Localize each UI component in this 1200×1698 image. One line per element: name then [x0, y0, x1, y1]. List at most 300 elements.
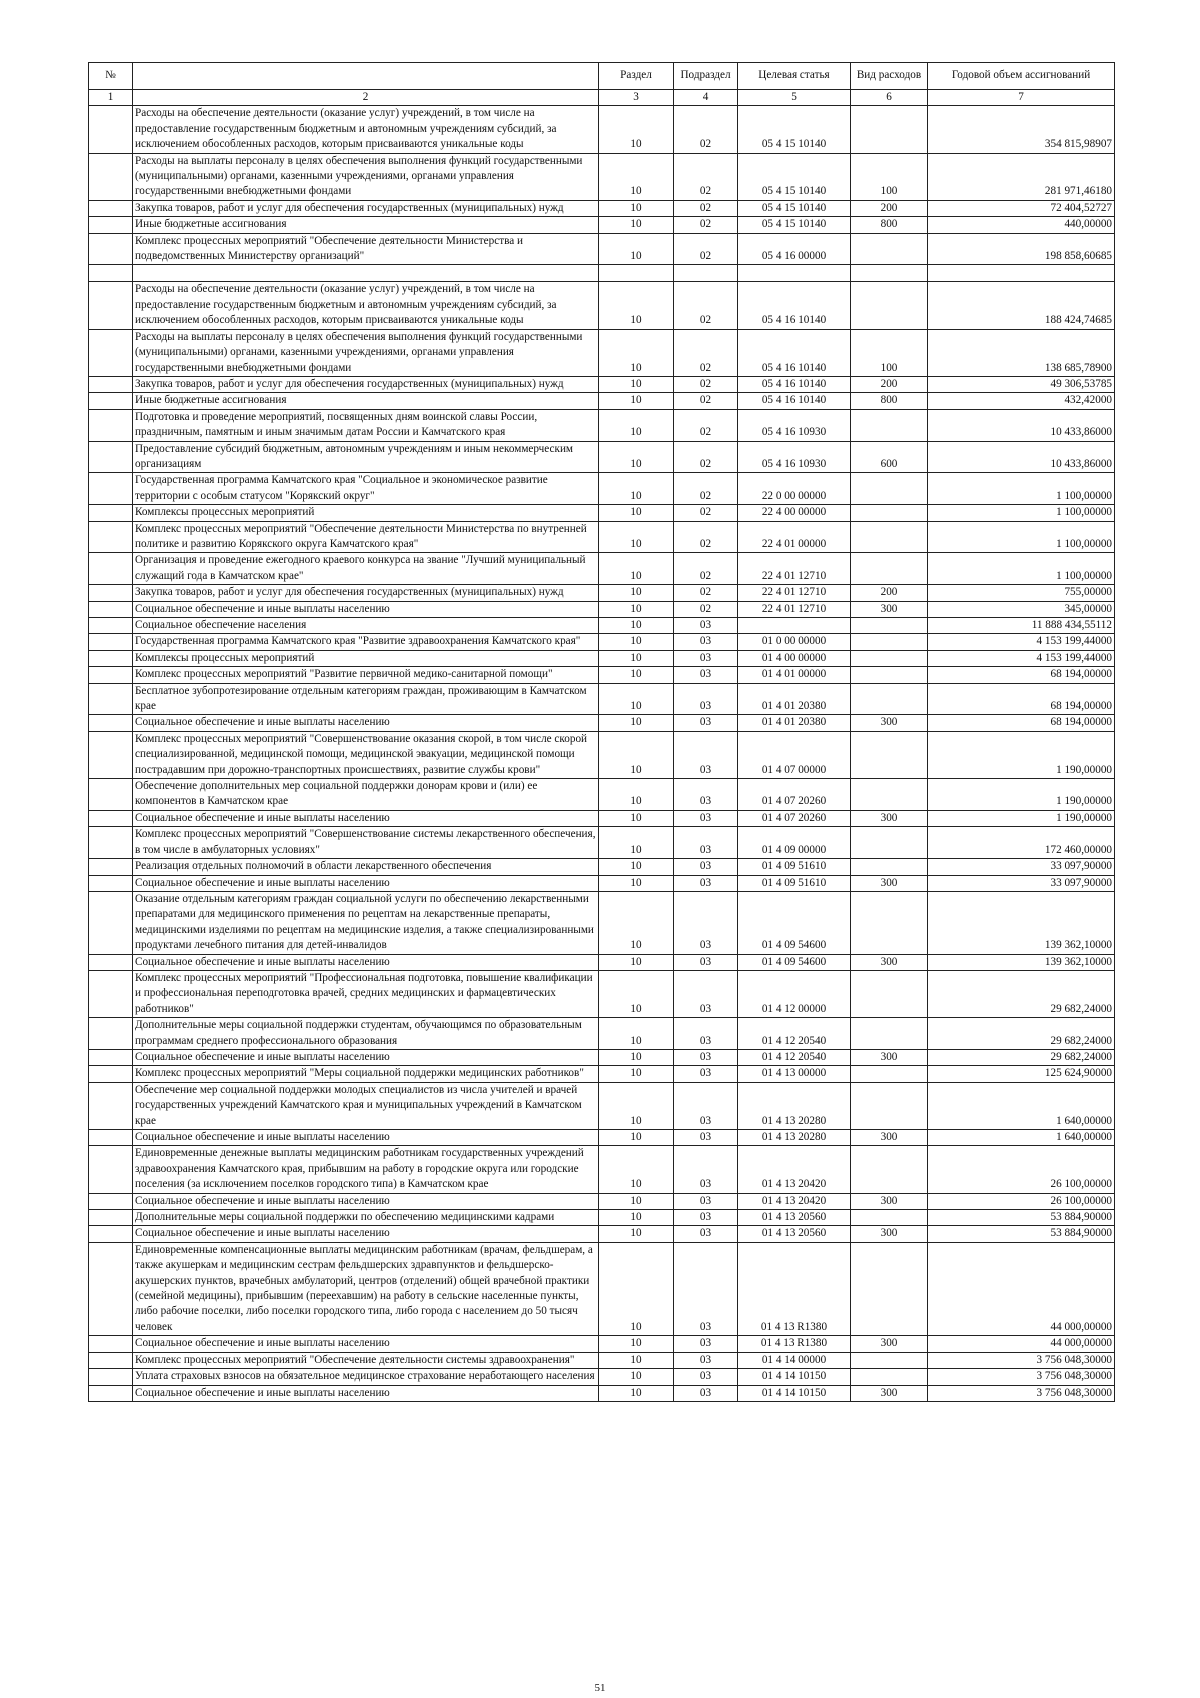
row-number-cell	[89, 1369, 133, 1385]
row-annual-sum-cell: 172 460,00000	[928, 827, 1115, 859]
row-number-cell	[89, 1193, 133, 1209]
row-target-article-cell: 22 4 00 00000	[738, 505, 851, 521]
row-subsection-cell: 03	[674, 810, 738, 826]
row-name-cell: Организация и проведение ежегодного краевого конкурса на звание "Лучший муниципальный служащий года в Камчатском крае"	[133, 553, 599, 585]
row-name-cell: Государственная программа Камчатского края "Развитие здравоохранения Камчатского края"	[133, 634, 599, 650]
row-section-cell: 10	[599, 650, 674, 666]
table-row	[89, 200, 1115, 216]
row-annual-sum-cell: 188 424,74685	[928, 282, 1115, 329]
table-row	[89, 954, 1115, 970]
row-target-article-cell: 01 4 14 10150	[738, 1385, 851, 1401]
row-expense-kind-cell: 300	[851, 1193, 928, 1209]
row-name-cell: Социальное обеспечение и иные выплаты населению	[133, 601, 599, 617]
table-row	[89, 1082, 1115, 1129]
row-number-cell	[89, 153, 133, 200]
row-target-article-cell: 01 4 07 20260	[738, 810, 851, 826]
table-row	[89, 505, 1115, 521]
row-number-cell	[89, 106, 133, 153]
table-row	[89, 409, 1115, 441]
row-number-cell	[89, 282, 133, 329]
row-number-cell	[89, 891, 133, 954]
header-annual-sum: Годовой объем ассигнований	[928, 63, 1115, 90]
table-row	[89, 441, 1115, 473]
row-subsection-cell: 02	[674, 393, 738, 409]
row-target-article-cell: 22 4 01 12710	[738, 601, 851, 617]
row-section-cell: 10	[599, 441, 674, 473]
row-section-cell: 10	[599, 859, 674, 875]
row-name-cell: Закупка товаров, работ и услуг для обеспечения государственных (муниципальных) нужд	[133, 376, 599, 392]
row-expense-kind-cell: 800	[851, 393, 928, 409]
row-subsection-cell: 03	[674, 859, 738, 875]
row-section-cell: 10	[599, 601, 674, 617]
row-name-cell: Государственная программа Камчатского края "Социальное и экономическое развитие территории с особым статусом "Корякский округ"	[133, 473, 599, 505]
row-name-cell: Комплексы процессных мероприятий	[133, 650, 599, 666]
row-section-cell: 10	[599, 409, 674, 441]
row-section-cell: 10	[599, 1385, 674, 1401]
column-index: 3	[599, 90, 674, 106]
row-subsection-cell: 03	[674, 1242, 738, 1335]
row-expense-kind-cell: 300	[851, 601, 928, 617]
row-section-cell: 10	[599, 1242, 674, 1335]
row-annual-sum-cell: 1 640,00000	[928, 1130, 1115, 1146]
table-row	[89, 1352, 1115, 1368]
table-row	[89, 393, 1115, 409]
table-row	[89, 667, 1115, 683]
row-subsection-cell: 02	[674, 505, 738, 521]
row-number-cell	[89, 505, 133, 521]
table-row	[89, 810, 1115, 826]
row-section-cell: 10	[599, 1336, 674, 1352]
table-body	[89, 106, 1115, 1402]
table-row	[89, 683, 1115, 715]
row-section-cell: 10	[599, 618, 674, 634]
row-name-cell: Социальное обеспечение и иные выплаты населению	[133, 1049, 599, 1065]
row-expense-kind-cell: 300	[851, 810, 928, 826]
column-index: 7	[928, 90, 1115, 106]
row-section-cell: 10	[599, 970, 674, 1017]
row-name-cell: Обеспечение мер социальной поддержки молодых специалистов из числа учителей и врачей государственных учреждений Камчатского края и муниципальных учреждений в Камчатском крае	[133, 1082, 599, 1129]
table-row	[89, 650, 1115, 666]
row-annual-sum-cell: 1 100,00000	[928, 473, 1115, 505]
row-subsection-cell: 03	[674, 715, 738, 731]
table-row	[89, 233, 1115, 265]
row-name-cell: Социальное обеспечение и иные выплаты населению	[133, 1336, 599, 1352]
row-name-cell: Комплекс процессных мероприятий "Обеспечение деятельности Министерства и подведомственных Министерству организаций"	[133, 233, 599, 265]
row-section-cell: 10	[599, 376, 674, 392]
row-target-article-cell: 01 4 09 51610	[738, 859, 851, 875]
table-header-row	[89, 63, 1115, 90]
row-annual-sum-cell: 139 362,10000	[928, 954, 1115, 970]
row-name-cell: Расходы на обеспечение деятельности (оказание услуг) учреждений, в том числе на предоставление государственным бюджетным и автономным учреждениям субсидий, за исключением обособленных расходов, которым присваиваются уникальные коды	[133, 106, 599, 153]
row-number-cell	[89, 585, 133, 601]
table-row	[89, 715, 1115, 731]
row-number-cell	[89, 859, 133, 875]
row-number-cell	[89, 1018, 133, 1050]
row-name-cell: Дополнительные меры социальной поддержки по обеспечению медицинскими кадрами	[133, 1210, 599, 1226]
row-target-article-cell	[738, 618, 851, 634]
table-row	[89, 891, 1115, 954]
row-number-cell	[89, 1049, 133, 1065]
row-name-cell: Социальное обеспечение и иные выплаты населению	[133, 810, 599, 826]
row-target-article-cell: 01 4 13 00000	[738, 1066, 851, 1082]
row-subsection-cell: 03	[674, 1082, 738, 1129]
row-target-article-cell: 01 4 13 R1380	[738, 1242, 851, 1335]
row-annual-sum-cell: 11 888 434,55112	[928, 618, 1115, 634]
column-index: 5	[738, 90, 851, 106]
row-section-cell: 10	[599, 1130, 674, 1146]
row-subsection-cell: 03	[674, 1336, 738, 1352]
row-section-cell: 10	[599, 634, 674, 650]
row-subsection-cell: 02	[674, 601, 738, 617]
row-annual-sum-cell: 4 153 199,44000	[928, 634, 1115, 650]
row-expense-kind-cell	[851, 505, 928, 521]
row-section-cell: 10	[599, 715, 674, 731]
row-annual-sum-cell: 345,00000	[928, 601, 1115, 617]
row-name-cell: Расходы на выплаты персоналу в целях обеспечения выполнения функций государственными (муниципальными) органами, казенными учреждениями, органами управления государственными внебюджетными фондами	[133, 153, 599, 200]
row-expense-kind-cell	[851, 473, 928, 505]
row-section-cell: 10	[599, 779, 674, 811]
row-name-cell: Оказание отдельным категориям граждан социальной услуги по обеспечению лекарственными препаратами для медицинского применения по рецептам на лекарственные препараты, медицинскими изделиями по рецептам на медицинские изделия, а также специализированными продуктами лечебного питания для детей-инвалидов	[133, 891, 599, 954]
row-expense-kind-cell	[851, 634, 928, 650]
row-target-article-cell: 01 4 14 00000	[738, 1352, 851, 1368]
row-target-article-cell: 01 4 01 20380	[738, 715, 851, 731]
row-annual-sum-cell: 68 194,00000	[928, 715, 1115, 731]
row-annual-sum-cell: 10 433,86000	[928, 441, 1115, 473]
header-section: Раздел	[599, 63, 674, 90]
row-section-cell: 10	[599, 200, 674, 216]
row-expense-kind-cell: 300	[851, 1130, 928, 1146]
row-subsection-cell: 03	[674, 1226, 738, 1242]
row-target-article-cell: 05 4 16 10930	[738, 409, 851, 441]
page-number: 51	[594, 1682, 606, 1694]
row-expense-kind-cell: 100	[851, 329, 928, 376]
row-annual-sum-cell: 3 756 048,30000	[928, 1369, 1115, 1385]
row-subsection-cell: 03	[674, 891, 738, 954]
row-expense-kind-cell	[851, 1352, 928, 1368]
row-expense-kind-cell	[851, 779, 928, 811]
table-row	[89, 1193, 1115, 1209]
row-annual-sum-cell: 53 884,90000	[928, 1210, 1115, 1226]
row-name-cell: Расходы на выплаты персоналу в целях обеспечения выполнения функций государственными (муниципальными) органами, казенными учреждениями, органами управления государственными внебюджетными фондами	[133, 329, 599, 376]
row-subsection-cell: 02	[674, 233, 738, 265]
row-name-cell: Иные бюджетные ассигнования	[133, 393, 599, 409]
row-annual-sum-cell: 33 097,90000	[928, 859, 1115, 875]
row-target-article-cell: 01 4 13 20560	[738, 1210, 851, 1226]
row-number-cell	[89, 779, 133, 811]
row-annual-sum-cell: 281 971,46180	[928, 153, 1115, 200]
row-target-article-cell: 05 4 15 10140	[738, 153, 851, 200]
row-name-cell: Комплекс процессных мероприятий "Совершенствование оказания скорой, в том числе скорой специализированной, медицинской помощи, медицинской эвакуации, медицинской помощи пострадавшим при дорожно-транспортных происшествиях, развитие службы крови"	[133, 731, 599, 778]
row-section-cell: 10	[599, 393, 674, 409]
header-target-article: Целевая статья	[738, 63, 851, 90]
row-name-cell: Уплата страховых взносов на обязательное медицинское страхование неработающего населения	[133, 1369, 599, 1385]
table-row	[89, 329, 1115, 376]
table-row	[89, 1385, 1115, 1401]
row-number-cell	[89, 954, 133, 970]
row-expense-kind-cell	[851, 667, 928, 683]
row-expense-kind-cell	[851, 891, 928, 954]
row-subsection-cell: 02	[674, 409, 738, 441]
row-number-cell	[89, 634, 133, 650]
row-annual-sum-cell: 4 153 199,44000	[928, 650, 1115, 666]
row-subsection-cell: 02	[674, 441, 738, 473]
row-annual-sum-cell: 198 858,60685	[928, 233, 1115, 265]
row-target-article-cell: 01 4 00 00000	[738, 650, 851, 666]
row-section-cell: 10	[599, 875, 674, 891]
row-subsection-cell: 03	[674, 731, 738, 778]
row-target-article-cell: 05 4 16 10140	[738, 376, 851, 392]
row-annual-sum-cell: 755,00000	[928, 585, 1115, 601]
row-section-cell: 10	[599, 473, 674, 505]
row-section-cell: 10	[599, 1210, 674, 1226]
row-number-cell	[89, 1385, 133, 1401]
row-annual-sum-cell: 29 682,24000	[928, 1049, 1115, 1065]
row-target-article-cell: 01 4 13 R1380	[738, 1336, 851, 1352]
row-expense-kind-cell: 300	[851, 875, 928, 891]
row-expense-kind-cell: 300	[851, 1385, 928, 1401]
row-subsection-cell: 02	[674, 376, 738, 392]
row-target-article-cell: 01 4 12 20540	[738, 1018, 851, 1050]
row-section-cell: 10	[599, 1352, 674, 1368]
column-index-row	[89, 90, 1115, 106]
row-annual-sum-cell: 44 000,00000	[928, 1242, 1115, 1335]
row-name-cell: Комплекс процессных мероприятий "Развитие первичной медико-санитарной помощи"	[133, 667, 599, 683]
table-row	[89, 106, 1115, 153]
row-expense-kind-cell	[851, 409, 928, 441]
row-name-cell: Закупка товаров, работ и услуг для обеспечения государственных (муниципальных) нужд	[133, 585, 599, 601]
row-subsection-cell: 02	[674, 217, 738, 233]
row-expense-kind-cell: 100	[851, 153, 928, 200]
table-row	[89, 1226, 1115, 1242]
row-target-article-cell: 05 4 16 10140	[738, 393, 851, 409]
row-section-cell: 10	[599, 827, 674, 859]
row-expense-kind-cell	[851, 683, 928, 715]
row-subsection-cell: 03	[674, 1193, 738, 1209]
row-target-article-cell: 22 4 01 00000	[738, 521, 851, 553]
row-expense-kind-cell	[851, 859, 928, 875]
table-row	[89, 827, 1115, 859]
row-number-cell	[89, 441, 133, 473]
row-target-article-cell: 01 4 07 00000	[738, 731, 851, 778]
table-row	[89, 217, 1115, 233]
row-subsection-cell: 03	[674, 667, 738, 683]
row-expense-kind-cell: 300	[851, 954, 928, 970]
row-section-cell: 10	[599, 282, 674, 329]
row-subsection-cell: 03	[674, 1352, 738, 1368]
row-number-cell	[89, 393, 133, 409]
table-row	[89, 1210, 1115, 1226]
row-expense-kind-cell: 300	[851, 1049, 928, 1065]
row-name-cell: Закупка товаров, работ и услуг для обеспечения государственных (муниципальных) нужд	[133, 200, 599, 216]
row-name-cell: Социальное обеспечение и иные выплаты населению	[133, 715, 599, 731]
row-subsection-cell: 03	[674, 1369, 738, 1385]
header-expense-kind: Вид расходов	[851, 63, 928, 90]
row-section-cell: 10	[599, 1226, 674, 1242]
row-expense-kind-cell	[851, 1018, 928, 1050]
row-section-cell: 10	[599, 217, 674, 233]
budget-table	[88, 62, 1115, 1402]
row-expense-kind-cell	[851, 1082, 928, 1129]
row-subsection-cell: 03	[674, 1146, 738, 1193]
row-annual-sum-cell: 1 100,00000	[928, 505, 1115, 521]
row-subsection-cell: 03	[674, 1018, 738, 1050]
row-subsection-cell: 03	[674, 618, 738, 634]
row-annual-sum-cell: 53 884,90000	[928, 1226, 1115, 1242]
row-target-article-cell: 05 4 15 10140	[738, 217, 851, 233]
row-expense-kind-cell	[851, 553, 928, 585]
row-number-cell	[89, 329, 133, 376]
row-annual-sum-cell: 1 190,00000	[928, 810, 1115, 826]
row-subsection-cell: 03	[674, 683, 738, 715]
row-annual-sum-cell: 72 404,52727	[928, 200, 1115, 216]
row-annual-sum-cell: 432,42000	[928, 393, 1115, 409]
row-expense-kind-cell	[851, 1210, 928, 1226]
row-target-article-cell: 01 4 09 51610	[738, 875, 851, 891]
row-number-cell	[89, 1336, 133, 1352]
row-number-cell	[89, 217, 133, 233]
row-section-cell: 10	[599, 683, 674, 715]
row-name-cell: Комплексы процессных мероприятий	[133, 505, 599, 521]
row-section-cell: 10	[599, 153, 674, 200]
row-name-cell: Обеспечение дополнительных мер социальной поддержки донорам крови и (или) ее компонентов в Камчатском крае	[133, 779, 599, 811]
row-annual-sum-cell: 29 682,24000	[928, 970, 1115, 1017]
row-annual-sum-cell: 138 685,78900	[928, 329, 1115, 376]
row-annual-sum-cell: 49 306,53785	[928, 376, 1115, 392]
row-section-cell: 10	[599, 521, 674, 553]
row-annual-sum-cell: 354 815,98907	[928, 106, 1115, 153]
table-row	[89, 553, 1115, 585]
row-number-cell	[89, 376, 133, 392]
table-row	[89, 970, 1115, 1017]
row-target-article-cell: 01 4 13 20420	[738, 1193, 851, 1209]
table-row	[89, 601, 1115, 617]
table-row	[89, 1369, 1115, 1385]
row-name-cell: Социальное обеспечение и иные выплаты населению	[133, 1226, 599, 1242]
table-row	[89, 376, 1115, 392]
row-number-cell	[89, 875, 133, 891]
row-subsection-cell: 02	[674, 473, 738, 505]
row-number-cell	[89, 521, 133, 553]
row-name-cell: Бесплатное зубопротезирование отдельным категориям граждан, проживающим в Камчатском крае	[133, 683, 599, 715]
row-number-cell	[89, 553, 133, 585]
row-target-article-cell: 05 4 15 10140	[738, 106, 851, 153]
table-row	[89, 282, 1115, 329]
row-subsection-cell: 03	[674, 650, 738, 666]
row-subsection-cell: 03	[674, 827, 738, 859]
row-number-cell	[89, 233, 133, 265]
table-row	[89, 1146, 1115, 1193]
row-expense-kind-cell: 600	[851, 441, 928, 473]
row-section-cell: 10	[599, 1146, 674, 1193]
row-expense-kind-cell: 200	[851, 376, 928, 392]
row-annual-sum-cell: 29 682,24000	[928, 1018, 1115, 1050]
table-row	[89, 731, 1115, 778]
row-target-article-cell: 22 0 00 00000	[738, 473, 851, 505]
header-name	[133, 63, 599, 90]
row-subsection-cell: 03	[674, 1210, 738, 1226]
row-number-cell	[89, 200, 133, 216]
row-expense-kind-cell: 800	[851, 217, 928, 233]
row-number-cell	[89, 409, 133, 441]
row-name-cell: Социальное обеспечение и иные выплаты населению	[133, 875, 599, 891]
row-number-cell	[89, 1242, 133, 1335]
row-subsection-cell: 03	[674, 970, 738, 1017]
row-annual-sum-cell: 3 756 048,30000	[928, 1352, 1115, 1368]
row-annual-sum-cell: 26 100,00000	[928, 1193, 1115, 1209]
row-name-cell: Единовременные компенсационные выплаты медицинским работникам (врачам, фельдшерам, а также акушеркам и медицинским сестрам фельдшерских здравпунктов и фельдшерско-акушерских пунктов, врачебных амбулаторий, центров (отделений) общей врачебной практики (семейной медицины), прибывшим (переехавшим) на работу в сельские населенные пункты, либо рабочие поселки, либо поселки городского типа, либо города с населением до 50 тысяч человек	[133, 1242, 599, 1335]
table-row	[89, 779, 1115, 811]
row-name-cell: Расходы на обеспечение деятельности (оказание услуг) учреждений, в том числе на предоставление государственным бюджетным и автономным учреждениям субсидий, за исключением обособленных расходов, которым присваиваются уникальные коды	[133, 282, 599, 329]
header-subsection: Подраздел	[674, 63, 738, 90]
row-number-cell	[89, 715, 133, 731]
row-annual-sum-cell: 1 190,00000	[928, 731, 1115, 778]
row-name-cell: Комплекс процессных мероприятий "Меры социальной поддержки медицинских работников"	[133, 1066, 599, 1082]
row-number-cell	[89, 650, 133, 666]
row-expense-kind-cell	[851, 233, 928, 265]
row-target-article-cell: 01 4 09 54600	[738, 891, 851, 954]
row-expense-kind-cell: 200	[851, 200, 928, 216]
row-annual-sum-cell: 33 097,90000	[928, 875, 1115, 891]
row-section-cell: 10	[599, 1369, 674, 1385]
row-target-article-cell: 01 4 01 00000	[738, 667, 851, 683]
row-target-article-cell: 01 4 12 20540	[738, 1049, 851, 1065]
row-target-article-cell: 01 4 14 10150	[738, 1369, 851, 1385]
row-section-cell: 10	[599, 1082, 674, 1129]
row-section-cell: 10	[599, 954, 674, 970]
row-section-cell: 10	[599, 810, 674, 826]
row-number-cell	[89, 1226, 133, 1242]
row-target-article-cell: 05 4 15 10140	[738, 200, 851, 216]
row-annual-sum-cell: 1 190,00000	[928, 779, 1115, 811]
row-annual-sum-cell: 68 194,00000	[928, 667, 1115, 683]
row-target-article-cell: 01 4 09 00000	[738, 827, 851, 859]
row-name-cell: Социальное обеспечение и иные выплаты населению	[133, 1130, 599, 1146]
column-index: 2	[133, 90, 599, 106]
row-section-cell: 10	[599, 233, 674, 265]
row-name-cell: Комплекс процессных мероприятий "Обеспечение деятельности системы здравоохранения"	[133, 1352, 599, 1368]
row-expense-kind-cell	[851, 106, 928, 153]
table-row	[89, 1049, 1115, 1065]
row-number-cell	[89, 731, 133, 778]
row-expense-kind-cell	[851, 1146, 928, 1193]
row-section-cell: 10	[599, 1049, 674, 1065]
row-subsection-cell: 02	[674, 153, 738, 200]
row-name-cell: Реализация отдельных полномочий в области лекарственного обеспечения	[133, 859, 599, 875]
table-row	[89, 634, 1115, 650]
row-target-article-cell: 01 4 13 20420	[738, 1146, 851, 1193]
row-number-cell	[89, 667, 133, 683]
row-subsection-cell: 03	[674, 1385, 738, 1401]
row-name-cell: Комплекс процессных мероприятий "Профессиональная подготовка, повышение квалификации и профессиональная переподготовка врачей, средних медицинских и фармацевтических работников"	[133, 970, 599, 1017]
row-expense-kind-cell	[851, 731, 928, 778]
row-expense-kind-cell	[851, 827, 928, 859]
row-expense-kind-cell	[851, 1242, 928, 1335]
row-name-cell: Комплекс процессных мероприятий "Совершенствование системы лекарственного обеспечения, в том числе в амбулаторных условиях"	[133, 827, 599, 859]
row-target-article-cell: 22 4 01 12710	[738, 553, 851, 585]
row-annual-sum-cell: 44 000,00000	[928, 1336, 1115, 1352]
table-row	[89, 1066, 1115, 1082]
row-number-cell	[89, 683, 133, 715]
row-section-cell: 10	[599, 667, 674, 683]
row-subsection-cell: 02	[674, 282, 738, 329]
row-section-cell: 10	[599, 731, 674, 778]
row-section-cell: 10	[599, 1066, 674, 1082]
row-expense-kind-cell: 200	[851, 585, 928, 601]
row-target-article-cell: 22 4 01 12710	[738, 585, 851, 601]
row-target-article-cell: 05 4 16 00000	[738, 233, 851, 265]
row-target-article-cell: 01 4 13 20280	[738, 1082, 851, 1129]
row-name-cell: Подготовка и проведение мероприятий, посвященных дням воинской славы России, праздничным, памятным и иным значимым датам России и Камчатского края	[133, 409, 599, 441]
